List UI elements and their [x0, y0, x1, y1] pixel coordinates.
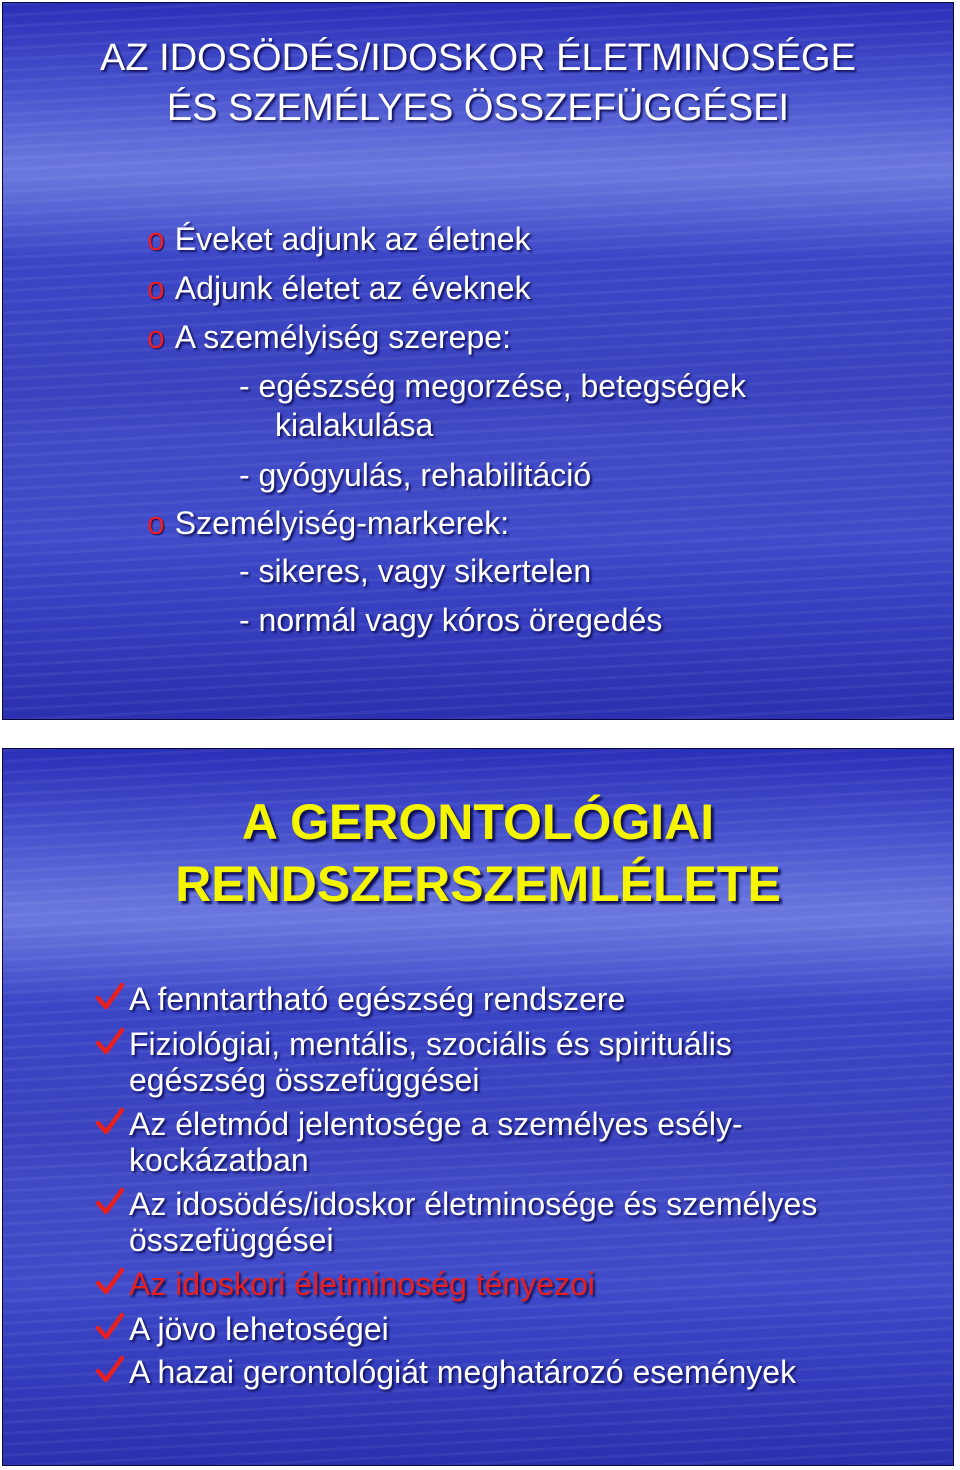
sub-item: - normál vagy kóros öregedés	[239, 602, 663, 638]
slide-1-title	[3, 33, 953, 133]
list-item: o Éveket adjunk az életnek	[147, 221, 531, 257]
list-item-continuation: egészség összefüggései	[129, 1062, 480, 1098]
check-icon	[95, 1355, 125, 1385]
slide-1	[2, 2, 954, 720]
list-item: Fiziológiai, mentális, szociális és spirituális	[95, 1026, 732, 1062]
check-icon	[95, 982, 125, 1012]
list-item-highlighted: Az idoskori életminoség tényezoi	[95, 1266, 595, 1302]
list-item-continuation: kockázatban	[129, 1142, 309, 1178]
check-icon	[95, 1267, 125, 1297]
check-icon	[95, 1187, 125, 1217]
slide-2-title-line-1: A GERONTOLÓGIAI	[241, 794, 715, 850]
list-item: A fenntartható egészség rendszere	[95, 981, 625, 1017]
list-item-continuation: összefüggései	[129, 1222, 334, 1258]
bullet-icon: o	[147, 319, 165, 355]
slide-1-title-line-2: ÉS SZEMÉLYES ÖSSZEFÜGGÉSEI	[166, 87, 790, 129]
slide-2	[2, 748, 954, 1466]
list-item: A jövo lehetoségei	[95, 1311, 389, 1347]
check-icon	[95, 1027, 125, 1057]
bullet-icon: o	[147, 270, 165, 306]
bullet-icon: o	[147, 505, 165, 541]
check-icon	[95, 1312, 125, 1342]
sub-item: - gyógyulás, rehabilitáció	[239, 457, 592, 493]
sub-item: - sikeres, vagy sikertelen	[239, 553, 592, 589]
list-item: Az idosödés/idoskor életminosége és személyes	[95, 1186, 817, 1222]
bullet-icon: o	[147, 221, 165, 257]
list-item: o A személyiség szerepe:	[147, 319, 511, 355]
list-item: A hazai gerontológiát meghatározó események	[95, 1354, 796, 1390]
slide-1-title-line-1: AZ IDOSÖDÉS/IDOSKOR ÉLETMINOSÉGE	[100, 37, 856, 79]
check-icon	[95, 1107, 125, 1137]
list-item: Az életmód jelentosége a személyes esély-	[95, 1106, 743, 1142]
slide-2-title	[3, 791, 953, 915]
list-item: o Adjunk életet az éveknek	[147, 270, 531, 306]
list-item: o Személyiség-markerek:	[147, 505, 510, 541]
sub-item-continuation: kialakulása	[275, 407, 434, 443]
slide-2-title-line-2: RENDSZERSZEMLÉLETE	[175, 856, 781, 912]
sub-item: - egészség megorzése, betegségek	[239, 368, 746, 404]
